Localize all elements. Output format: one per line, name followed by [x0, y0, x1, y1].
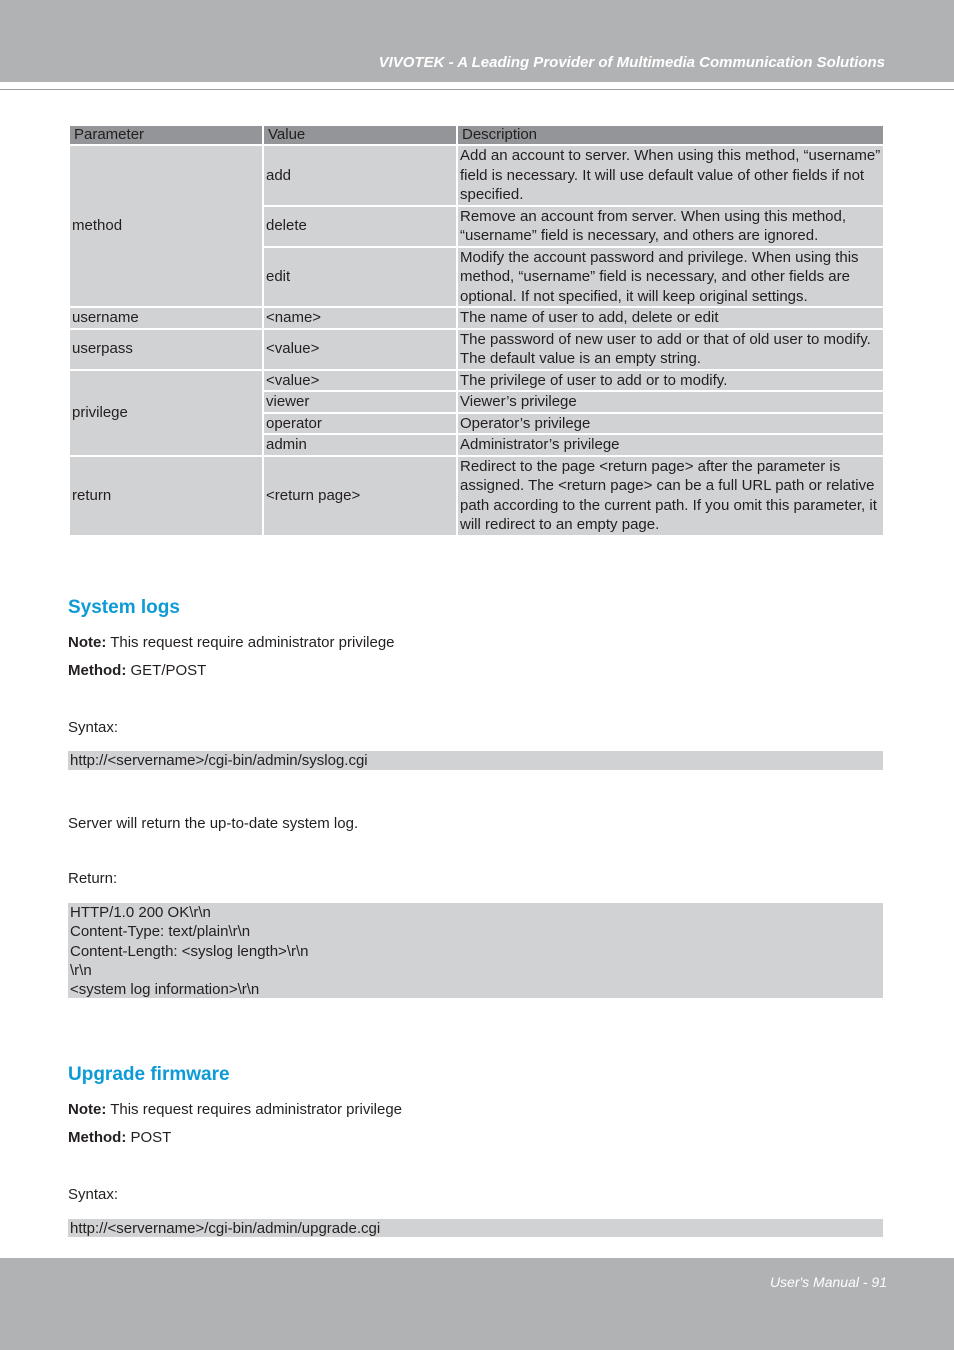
section-title-upgrade-firmware: Upgrade firmware: [68, 1064, 230, 1085]
param-cell: return: [70, 457, 262, 535]
column-header-parameter: Parameter: [70, 126, 262, 144]
value-cell: admin: [264, 435, 456, 455]
parameter-table: [68, 124, 885, 537]
syntax-label: Syntax:: [68, 719, 119, 736]
return-label: Return:: [68, 870, 118, 887]
method-line: [68, 662, 206, 679]
value-cell: <value>: [264, 330, 456, 369]
description-cell: The password of new user to add or that of old user to modify. The default value is an empty string.: [458, 330, 883, 369]
return-line: Content-Length: <syslog length>\r\n: [70, 942, 309, 960]
description-cell: Remove an account from server. When using this method, “username” field is necessary, and others are ignored.: [458, 207, 883, 246]
description-cell: Viewer’s privilege: [458, 392, 883, 412]
table-row: [70, 371, 883, 391]
description-cell: The name of user to add, delete or edit: [458, 308, 883, 328]
table-row: [70, 146, 883, 205]
param-cell: userpass: [70, 330, 262, 369]
value-cell: <return page>: [264, 457, 456, 535]
page-header: [0, 0, 954, 82]
note-text: This request requires administrator privilege: [106, 1101, 403, 1118]
description-cell: Add an account to server. When using this method, “username” field is necessary. It will use default value of other fields if not specified.: [458, 146, 883, 205]
method-line: [68, 1129, 171, 1146]
value-cell: operator: [264, 414, 456, 434]
method-label: Method:: [68, 1129, 127, 1146]
return-code-box: [68, 903, 883, 998]
description-cell: The privilege of user to add or to modify.: [458, 371, 883, 391]
column-header-value: Value: [264, 126, 456, 144]
header-divider: [0, 89, 954, 90]
description-cell: Modify the account password and privilege. When using this method, “username” field is necessary, and other fields are optional. If not specified, it will keep original settings.: [458, 248, 883, 307]
syntax-url: http://<servername>/cgi-bin/admin/syslog.cgi: [70, 752, 368, 769]
section-title-system-logs: System logs: [68, 597, 180, 618]
description-cell: Operator’s privilege: [458, 414, 883, 434]
table-header-row: [70, 126, 883, 144]
note-label: Note:: [68, 1101, 107, 1118]
header-title: VIVOTEK - A Leading Provider of Multimedia Communication Solutions: [378, 54, 885, 71]
syslog-description: Server will return the up-to-date system log.: [68, 815, 359, 832]
param-cell: privilege: [70, 371, 262, 455]
note-text: This request require administrator privilege: [106, 634, 395, 651]
page-footer: [0, 1258, 954, 1350]
method-label: Method:: [68, 662, 127, 679]
value-cell: delete: [264, 207, 456, 246]
param-cell: username: [70, 308, 262, 328]
column-header-description: Description: [458, 126, 883, 144]
table-row: [70, 308, 883, 328]
return-line: Content-Type: text/plain\r\n: [70, 923, 251, 941]
value-cell: <name>: [264, 308, 456, 328]
table-row: [70, 457, 883, 535]
syntax-code-box: [68, 751, 883, 770]
note-line: [68, 634, 395, 651]
value-cell: add: [264, 146, 456, 205]
value-cell: <value>: [264, 371, 456, 391]
method-text: GET/POST: [126, 662, 207, 679]
description-cell: Administrator’s privilege: [458, 435, 883, 455]
syntax-label: Syntax:: [68, 1186, 119, 1203]
description-cell: Redirect to the page <return page> after the parameter is assigned. The <return page> can be a full URL path or relative path according to the current path. If you omit this parameter, it will redirect to an empty page.: [458, 457, 883, 535]
value-cell: viewer: [264, 392, 456, 412]
return-line: \r\n: [70, 961, 92, 979]
note-label: Note:: [68, 634, 107, 651]
method-text: POST: [126, 1129, 172, 1146]
note-line: [68, 1101, 402, 1118]
return-line: HTTP/1.0 200 OK\r\n: [70, 904, 211, 921]
param-cell: method: [70, 146, 262, 306]
syntax-url: http://<servername>/cgi-bin/admin/upgrade.cgi: [70, 1220, 381, 1237]
return-line: <system log information>\r\n: [70, 981, 260, 999]
syntax-code-box: [68, 1219, 883, 1237]
page-number: User's Manual - 91: [769, 1274, 887, 1290]
value-cell: edit: [264, 248, 456, 307]
table-row: [70, 330, 883, 369]
